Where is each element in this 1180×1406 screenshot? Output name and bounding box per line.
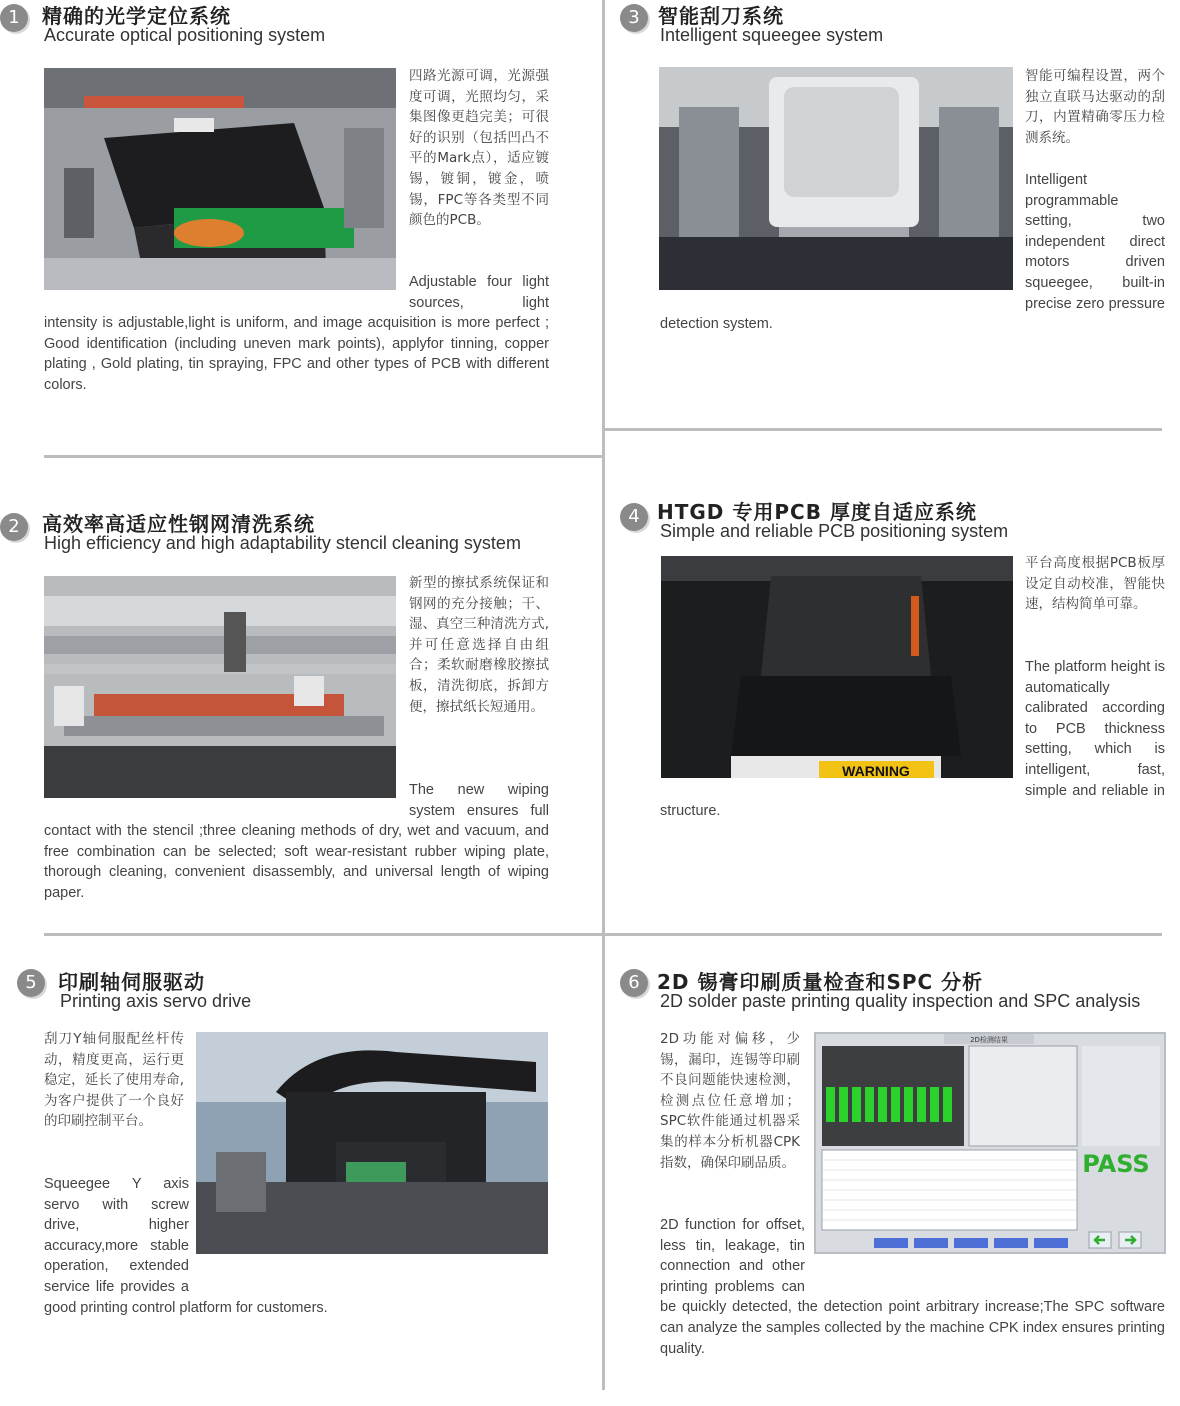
section-title-en: Simple and reliable PCB positioning system [660,521,1009,541]
warning-label: WARNING [842,763,910,778]
section-number-badge: 5 [17,969,45,997]
row-divider-left-2 [44,933,602,936]
row-divider-left-1 [44,455,602,458]
section-title-en: Accurate optical positioning system [44,25,326,45]
section-number-badge: 4 [620,503,648,531]
section-text-cn: 2D功能对偏移，少锡，漏印，连锡等印刷不良问题能快速检测，检测点位任意增加；SPC软件能通过机器采集的样本分析机器CPK指数，确保印刷品质。 [660,1031,800,1171]
section-text-cn: 智能可编程设置，两个独立直联马达驱动的刮刀，内置精确零压力检测系统。 [1025,68,1165,146]
section-text-en [44,272,549,396]
stencil-cleaning-photo [44,576,396,798]
section-text-en-body: Intelligent programmable setting, two independent direct motors driven squeegee, built-in precise zero pressure detection system. [660,172,1165,333]
pass-indicator: PASS [1082,1150,1150,1178]
section-number-badge: 3 [620,4,648,32]
screen-title: 2D检测结果 [970,1036,1008,1044]
section-text-en-body: Adjustable four light sources, light intensity is adjustable,light is uniform, and image acquisition is more perfect ; Good identification (including uneven mark points), applyfor tinning, copper plating , Gold plating, tin spraying, FPC and other types of PCB with different colors. [44,274,549,393]
section-text-cn: 刮刀Y轴伺服配丝杆传动，精度更高，运行更稳定，延长了使用寿命,为客户提供了一个良好的印刷控制平台。 [44,1031,184,1130]
section-number-badge: 1 [0,4,28,32]
section-text-cn: 新型的擦拭系统保证和钢网的充分接触；干、湿、真空三种清洗方式,并可任意选择自由组合；柔软耐磨橡胶擦拭板，清洗彻底，拆卸方便，擦拭纸长短通用。 [409,575,549,715]
row-divider-right-2 [605,933,1162,936]
section-number-badge: 6 [620,969,648,997]
section-text-en [660,1215,1165,1359]
section-title-cn: 2D 锡膏印刷质量检查和SPC 分析 [657,970,984,994]
optical-camera-photo [44,68,396,290]
section-title-en: High efficiency and high adaptability stencil cleaning system [44,533,521,553]
section-title-cn: 智能刮刀系统 [658,4,784,28]
section-title-cn: 精确的光学定位系统 [42,4,231,28]
section-text-en-body: Squeegee Y axis servo with screw drive, higher accuracy,more stable operation, extended service life provides a good printing control platform for customers. [44,1176,328,1316]
section-text-cn: 四路光源可调，光源强度可调，光照均匀，采集图像更趋完美；可很好的识别（包括凹凸不平的Mark点），适应镀锡，镀铜，镀金，喷锡，FPC等各类型不同颜色的PCB。 [409,68,549,229]
section-text-en [660,657,1165,822]
row-divider-right-1 [605,428,1162,431]
section-text-en [660,170,1165,335]
section-text-en-body: 2D function for offset, less tin, leakage, tin connection and other printing problems can be quickly detected, the detection point arbitrary increase;The SPC software can analyze the samples collected by the machine CPK index ensures printing quality. [660,1217,1165,1357]
section-text-en [44,780,549,904]
center-divider [602,0,605,1390]
section-title-cn: HTGD 专用PCB 厚度自适应系统 [657,500,977,524]
section-title-en: 2D solder paste printing quality inspection and SPC analysis [660,991,1141,1011]
section-title-en: Printing axis servo drive [60,991,252,1011]
section-title-cn: 高效率高适应性钢网清洗系统 [42,512,315,536]
section-text-en-body: The new wiping system ensures full contact with the stencil ;three cleaning methods of dry, wet and vacuum, and free combination can be selected; soft wear-resistant rubber wiping plate, thorough cleaning, convenient disassembly, and universal length of wiping paper. [44,782,549,901]
section-number-badge: 2 [0,513,28,541]
section-text-en-body: The platform height is automatically calibrated according to PCB thickness setting, which is intelligent, fast, simple and reliable in structure. [660,659,1165,820]
section-text-cn: 平台高度根据PCB板厚设定自动校准，智能快速，结构简单可靠。 [1025,555,1165,613]
section-text-en [44,1174,549,1318]
section-title-en: Intelligent squeegee system [660,25,884,45]
section-title-cn: 印刷轴伺服驱动 [58,970,205,994]
